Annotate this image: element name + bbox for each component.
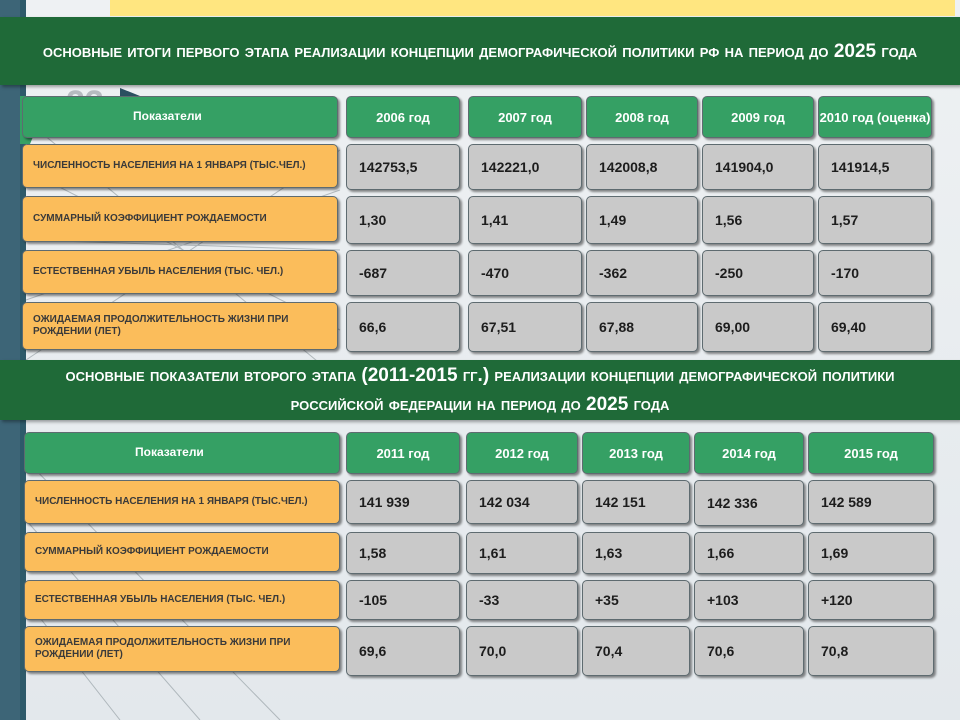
- section1-row1-val1: 142753,5: [346, 144, 460, 190]
- section1-row1-val4: 141904,0: [702, 144, 814, 190]
- section1-row2-val4: 1,56: [702, 196, 814, 244]
- section1-row3-val4: -250: [702, 250, 814, 296]
- section1-row2-val3: 1,49: [586, 196, 698, 244]
- section2-row3-label: ЕСТЕСТВЕННАЯ УБЫЛЬ НАСЕЛЕНИЯ (ТЫС. ЧЕЛ.): [24, 580, 340, 620]
- section2-year-1: 2011 год: [346, 432, 460, 474]
- section2-row2-label: СУММАРНЫЙ КОЭФФИЦИЕНТ РОЖДАЕМОСТИ: [24, 532, 340, 572]
- section2-year-5: 2015 год: [808, 432, 934, 474]
- section1-title: [0, 17, 960, 85]
- section2-row1-val3: 142 151: [582, 480, 690, 524]
- section2-row4-val3: 70,4: [582, 626, 690, 676]
- section2-title-text: основные показатели второго этапа (2011-2015 гг.) реализации концепции демографической политики российской федерации на период до 2025 года: [65, 365, 895, 415]
- section1-year-1: 2006 год: [346, 96, 460, 138]
- section1-row3-label: ЕСТЕСТВЕННАЯ УБЫЛЬ НАСЕЛЕНИЯ (ТЫС. ЧЕЛ.): [22, 250, 338, 294]
- section2-row3-val1: -105: [346, 580, 460, 620]
- section1-row1-val2: 142221,0: [468, 144, 582, 190]
- section2-row1-label: ЧИСЛЕННОСТЬ НАСЕЛЕНИЯ НА 1 ЯНВАРЯ (ТЫС.ЧЕЛ.): [24, 480, 340, 524]
- section2-row2-val2: 1,61: [466, 532, 578, 574]
- section2-header-label: Показатели: [24, 432, 340, 474]
- section1-row1-val5: 141914,5: [818, 144, 932, 190]
- section1-year-5: 2010 год (оценка): [818, 96, 932, 138]
- section2-row3-val3: +35: [582, 580, 690, 620]
- section1-row3-val2: -470: [468, 250, 582, 296]
- section1-row4-label: ОЖИДАЕМАЯ ПРОДОЛЖИТЕЛЬНОСТЬ ЖИЗНИ ПРИ РОЖДЕНИИ (ЛЕТ): [22, 302, 338, 350]
- section1-row3-val3: -362: [586, 250, 698, 296]
- section2-row4-val5: 70,8: [808, 626, 934, 676]
- section1-row2-label: СУММАРНЫЙ КОЭФФИЦИЕНТ РОЖДАЕМОСТИ: [22, 196, 338, 242]
- section1-row3-val5: -170: [818, 250, 932, 296]
- section2-row1-val4: 142 336: [694, 480, 804, 526]
- section1-row1-label: ЧИСЛЕННОСТЬ НАСЕЛЕНИЯ НА 1 ЯНВАРЯ (ТЫС.ЧЕЛ.): [22, 144, 338, 188]
- section2-row2-val3: 1,63: [582, 532, 690, 574]
- section1-year-3: 2008 год: [586, 96, 698, 138]
- section1-row4-val3: 67,88: [586, 302, 698, 352]
- top-yellow-band: [110, 0, 955, 16]
- section2-row2-val1: 1,58: [346, 532, 460, 574]
- section1-header-label: Показатели: [22, 96, 338, 138]
- section1-row1-val3: 142008,8: [586, 144, 698, 190]
- section1-row2-val1: 1,30: [346, 196, 460, 244]
- section2-title: [0, 360, 960, 420]
- section1-row4-val4: 69,00: [702, 302, 814, 352]
- section1-row4-val5: 69,40: [818, 302, 932, 352]
- section2-row1-val2: 142 034: [466, 480, 578, 524]
- section2-row2-val4: 1,66: [694, 532, 804, 574]
- section1-row2-val2: 1,41: [468, 196, 582, 244]
- section2-year-4: 2014 год: [694, 432, 804, 474]
- section2-year-2: 2012 год: [466, 432, 578, 474]
- section1-year-4: 2009 год: [702, 96, 814, 138]
- section1-year-2: 2007 год: [468, 96, 582, 138]
- section1-row3-val1: -687: [346, 250, 460, 296]
- section2-row4-val2: 70,0: [466, 626, 578, 676]
- section2-row3-val2: -33: [466, 580, 578, 620]
- section2-row1-val1: 141 939: [346, 480, 460, 524]
- section2-row4-val1: 69,6: [346, 626, 460, 676]
- section1-row2-val5: 1,57: [818, 196, 932, 244]
- section2-row1-val5: 142 589: [808, 480, 934, 524]
- section1-title-text: основные итоги первого этапа реализации концепции демографической политики рф на период до 2025 года: [42, 40, 918, 62]
- section2-row4-val4: 70,6: [694, 626, 804, 676]
- section2-row3-val4: +103: [694, 580, 804, 620]
- section2-year-3: 2013 год: [582, 432, 690, 474]
- section1-row4-val2: 67,51: [468, 302, 582, 352]
- section1-row4-val1: 66,6: [346, 302, 460, 352]
- section2-row4-label: ОЖИДАЕМАЯ ПРОДОЛЖИТЕЛЬНОСТЬ ЖИЗНИ ПРИ РОЖДЕНИИ (ЛЕТ): [24, 626, 340, 672]
- section2-row2-val5: 1,69: [808, 532, 934, 574]
- section2-row3-val5: +120: [808, 580, 934, 620]
